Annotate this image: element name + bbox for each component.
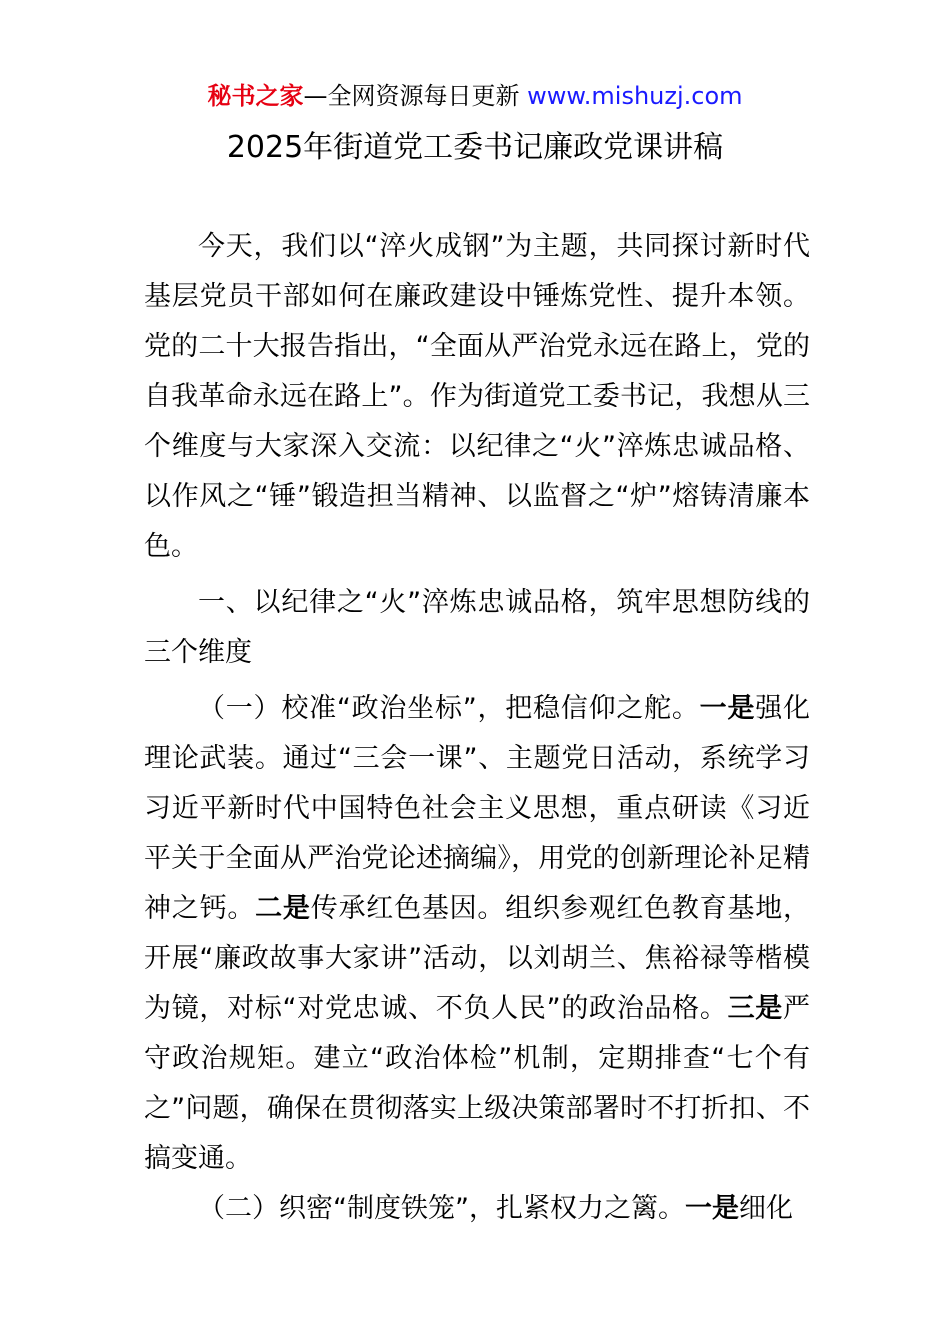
subsection-1-lead: （一）校准“政治坐标”，把稳信仰之舵。 <box>198 693 700 724</box>
subsection-1-paragraph <box>144 684 810 1184</box>
point-text: 严守政治规矩。建立“政治体检”机制，定期排查“七个有之”问题，确保在贯彻落实上级决策部署时不打折扣、不搞变通。 <box>144 993 810 1174</box>
brand-name: 秘书之家 <box>207 82 304 110</box>
subsection-2-paragraph <box>144 1184 810 1234</box>
site-header <box>0 80 950 112</box>
point-marker: 二是 <box>255 893 311 924</box>
point-text: 强化理论武装。通过“三会一课”、主题党日活动，系统学习习近平新时代中国特色社会主义思想，重点研读《习近平关于全面从严治党论述摘编》，用党的创新理论补足精神之钙。 <box>144 693 810 924</box>
point-marker: 三是 <box>727 993 783 1024</box>
point-text: 传承红色基因。组织参观红色教育基地，开展“廉政故事大家讲”活动，以刘胡兰、焦裕禄等楷模为镜，对标“对党忠诚、不负人民”的政治品格。 <box>144 893 811 1024</box>
intro-paragraph: 今天，我们以“淬火成钢”为主题，共同探讨新时代基层党员干部如何在廉政建设中锤炼党性、提升本领。党的二十大报告指出，“全面从严治党永远在路上，党的自我革命永远在路上”。作为街道党工委书记，我想从三个维度与大家深入交流：以纪律之“火”淬炼忠诚品格、以作风之“锤”锻造担当精神、以监督之“炉”熔铸清廉本色。 <box>144 231 810 562</box>
header-tagline: —全网资源每日更新 <box>303 82 520 110</box>
point-text: 细化 <box>738 1193 793 1224</box>
subsection-2-lead: （二）织密“制度铁笼”，扎紧权力之篱。 <box>198 1193 685 1224</box>
document-title: 2025年街道党工委书记廉政党课讲稿 <box>226 130 724 165</box>
point-marker: 一是 <box>684 1193 739 1224</box>
document-body <box>144 222 810 1234</box>
section-1-heading: 一、以纪律之“火”淬炼忠诚品格，筑牢思想防线的三个维度 <box>144 587 810 668</box>
site-url-link[interactable]: www.mishuzj.com <box>527 82 743 110</box>
point-marker: 一是 <box>699 693 756 724</box>
